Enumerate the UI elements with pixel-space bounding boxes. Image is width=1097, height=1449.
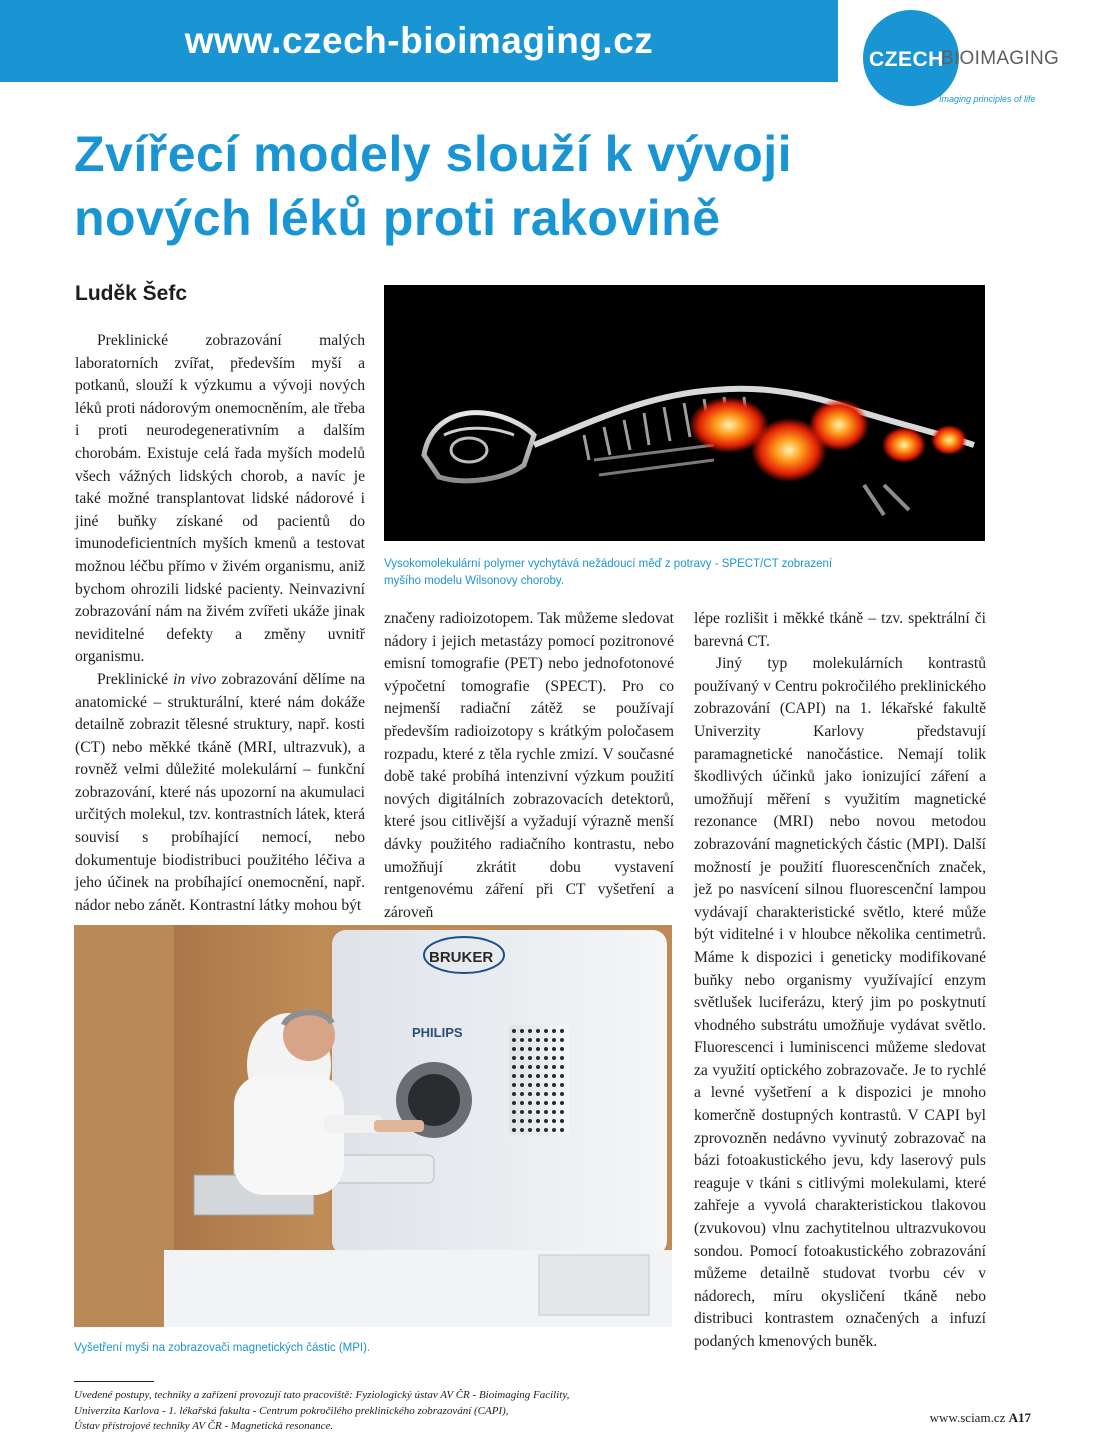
grille-dot: [512, 1029, 516, 1033]
grille-dot: [520, 1074, 524, 1078]
grille-dot: [528, 1047, 532, 1051]
grille-dot: [552, 1047, 556, 1051]
grille-dot: [536, 1083, 540, 1087]
grille-dot: [520, 1083, 524, 1087]
grille-dot: [512, 1074, 516, 1078]
in-vivo-emphasis: in vivo: [173, 670, 217, 688]
grille-dot: [560, 1119, 564, 1123]
grille-dot: [560, 1047, 564, 1051]
grille-dot: [536, 1074, 540, 1078]
grille-dot: [552, 1065, 556, 1069]
grille-dot: [536, 1110, 540, 1114]
grille-dot: [520, 1056, 524, 1060]
grille-dot: [520, 1092, 524, 1096]
paragraph: lépe rozlišit i měkké tkáně – tzv. spektrální či barevná CT.: [694, 610, 986, 650]
grille-dot: [552, 1038, 556, 1042]
grille-dot: [528, 1128, 532, 1132]
grille-dot: [560, 1065, 564, 1069]
grille-dot: [544, 1128, 548, 1132]
grille-dot: [536, 1065, 540, 1069]
grille-dot: [552, 1074, 556, 1078]
grille-dot: [560, 1056, 564, 1060]
grille-dot: [560, 1128, 564, 1132]
mouse-scan-illustration: [384, 285, 985, 541]
spect-figure-caption: Vysokomolekulární polymer vychytává nežádoucí měď z potravy - SPECT/CT zobrazení myšího modelu Wilsonovy choroby.: [384, 558, 833, 587]
grille-dot: [536, 1056, 540, 1060]
grille-dot: [544, 1092, 548, 1096]
spect-ct-image: [384, 285, 985, 541]
czech-bioimaging-logo: [855, 10, 1085, 110]
paragraph: Jiný typ molekulárních kontrastů používaný v Centru pokročilého preklinického zobrazování (CAPI) na 1. lékařské fakultě Univerzity Karlovy představují paramagnetické nanočástice. Nemají tolik škodlivých účinků jako ionizující záření a umožňují měření s využitím magnetické rezonance (MRI) nebo novou metodou zobrazování magnetických částic (MPI). Další možností je použití fluorescenčních značek, jež po nasvícení silnou fluorescenční lampou vydávají charakteristické světlo, které může být viditelné i v hloubce několika centimetrů. Máme k dispozici i geneticky modifikované buňky nebo organismy využívající enzym světlušek luciferázu, který jim po poskytnutí vhodného substrátu umožňuje vydávat světlo. Fluorescenci i luminiscenci můžeme sledovat za využití optického zobrazovače. Je to rychlé a levné vyšetření a k dispozici je mnoho komerčně dostupných kontrastů. V CAPI byl zprovozněn nedávno vyvinutý zobrazovač na bázi fotoakustického jevu, kdy laserový puls reaguje v tkáni s citlivými molekulami, které zahřeje a vyvolá charakteristickou tlakovou (zvukovou) vlnu zachytitelnou ultrazvukovou sondou. Pomocí fotoakustického zobrazování můžeme detailně studovat tvorbu cév v nádorech, míru okysličení tkáně nebo distribuci kontrastem označených a infuzí podaných kmenových buněk.: [694, 655, 986, 1350]
grille-dot: [544, 1074, 548, 1078]
grille-dot: [552, 1056, 556, 1060]
author-name: Luděk Šefc: [75, 282, 188, 305]
grille-dot: [520, 1065, 524, 1069]
grille-dot: [520, 1119, 524, 1123]
grille-dot: [544, 1119, 548, 1123]
article-title: [74, 122, 974, 250]
grille-dot: [544, 1101, 548, 1105]
grille-dot: [528, 1065, 532, 1069]
grille-dot: [528, 1038, 532, 1042]
grille-dot: [536, 1038, 540, 1042]
grille-dot: [512, 1083, 516, 1087]
mpi-scanner-illustration: [74, 925, 672, 1327]
grille-dot: [520, 1038, 524, 1042]
grille-dot: [560, 1110, 564, 1114]
grille-dot: [544, 1047, 548, 1051]
grille-dot: [536, 1092, 540, 1096]
grille-dot: [552, 1029, 556, 1033]
grille-dot: [552, 1083, 556, 1087]
grille-dot: [512, 1092, 516, 1096]
text-column-2: [384, 608, 674, 924]
grille-dot: [560, 1029, 564, 1033]
grille-dot: [512, 1065, 516, 1069]
logo-word-bioimaging: BIOIMAGING: [941, 48, 1060, 69]
text-column-1: [75, 330, 365, 917]
paragraph: Preklinické zobrazování malých laboratorních zvířat, především myší a potkanů, slouží k výzkumu a vývoji nových léků proti nádorovým onemocněním, ale třeba i proti neurodegenerativním a dalším chorobám. Existuje celá řada myších modelů všech vážných lidských chorob, a navíc je také možné transplantovat lidské nádorové i jiné buňky získané od pacientů do imunodeficientních myších kmenů a testovat možnou léčbu přímo v živém organismu, aniž bychom ohrozili lidské pacienty. Neinvazivní zobrazování nám na živém zvířeti ukáže jinak neviditelné defekty a změny uvnitř organismu.: [75, 332, 365, 666]
grille-dot: [528, 1029, 532, 1033]
grille-dot: [528, 1074, 532, 1078]
mpi-scanner-photo: [74, 925, 672, 1327]
grille-dot: [552, 1119, 556, 1123]
logo-tagline: Imaging principles of life: [939, 94, 1036, 104]
grille-dot: [528, 1110, 532, 1114]
grille-dot: [560, 1101, 564, 1105]
grille-dot: [512, 1128, 516, 1132]
grille-dot: [536, 1128, 540, 1132]
grille-dot: [512, 1047, 516, 1051]
grille-dot: [512, 1119, 516, 1123]
footnote: Uvedené postupy, techniky a zařízení provozují tato pracoviště: Fyziologický ústav AV ČR - Bioimaging Facility, Univerzita Karlova - 1. lékařská fakulta - Centrum pokročilého preklinického zobrazování (CAPI), Ústav přístrojové techniky AV ČR - Magnetická resonance.: [74, 1389, 570, 1432]
grille-dot: [536, 1119, 540, 1123]
grille-dot: [528, 1119, 532, 1123]
mpi-figure-caption: Vyšetření myši na zobrazovači magnetických částic (MPI).: [74, 1342, 371, 1354]
grille-dot: [560, 1038, 564, 1042]
grille-dot: [528, 1092, 532, 1096]
grille-dot: [536, 1029, 540, 1033]
grille-dot: [552, 1092, 556, 1096]
grille-dot: [536, 1101, 540, 1105]
grille-dot: [560, 1074, 564, 1078]
grille-dot: [544, 1065, 548, 1069]
footnote-divider: [74, 1381, 154, 1382]
scanner-brand-label: BRUKER: [429, 949, 494, 966]
grille-dot: [520, 1047, 524, 1051]
grille-dot: [512, 1056, 516, 1060]
logo-word-czech: CZECH: [869, 48, 944, 71]
grille-dot: [544, 1110, 548, 1114]
grille-dot: [528, 1056, 532, 1060]
grille-dot: [520, 1110, 524, 1114]
grille-dot: [512, 1110, 516, 1114]
grille-dot: [536, 1047, 540, 1051]
grille-dot: [560, 1083, 564, 1087]
grille-dot: [552, 1128, 556, 1132]
grille-dot: [512, 1101, 516, 1105]
page-number: A17: [1008, 1410, 1031, 1425]
grille-dot: [528, 1101, 532, 1105]
grille-dot: [520, 1101, 524, 1105]
grille-dot: [520, 1029, 524, 1033]
scanner-maker-label: PHILIPS: [412, 1025, 463, 1040]
grille-dot: [528, 1083, 532, 1087]
grille-dot: [544, 1056, 548, 1060]
text-column-3: [694, 608, 986, 1354]
site-url-banner[interactable]: www.czech-bioimaging.cz: [0, 0, 838, 82]
grille-dot: [520, 1128, 524, 1132]
grille-dot: [552, 1110, 556, 1114]
grille-dot: [544, 1029, 548, 1033]
page-footer: [930, 1410, 1031, 1426]
title-line-2: nových léků proti rakovině: [74, 190, 721, 246]
grille-dot: [544, 1083, 548, 1087]
grille-dot: [560, 1092, 564, 1096]
title-line-1: Zvířecí modely slouží k vývoji: [74, 126, 793, 182]
paragraph: značeny radioizotopem. Tak můžeme sledovat nádory i jejich metastázy pomocí pozitronové emisní tomografie (PET) nebo jednofotonové výpočetní tomografie (SPECT). Pro co nejmenší radiační zátěž se používají především radioizotopy s krátkým poločasem rozpadu, které z těla rychle zmizí. V současné době také probíhá intenzivní výzkum použití nových digitálních zobrazovacích detektorů, které jsou citlivější a vyžadují výrazně menší dávky použitého radiačního kontrastu, nebo umožňují zkrátit dobu vystavení rentgenovému záření při CT vyšetření a zároveň: [384, 610, 674, 921]
footer-site-url[interactable]: www.sciam.cz: [929, 1410, 1006, 1425]
paragraph: Preklinické in vivo zobrazování dělíme na anatomické – strukturální, které nám dokáže detailně zobrazit tělesné struktury, např. kosti (CT) nebo měkké tkáně (MRI, ultrazvuk), a rovněž velmi důležité molekulární – funkční zobrazování, které nás upozorní na akumulaci určitých molekul, tzv. kontrastních látek, která souvisí s probíhající nemocí, nebo dokumentuje biodistribuci použitého léčiva a jeho účinek na probíhající onemocnění, např. nádor nebo zánět. Kontrastní látky mohou být: [75, 670, 366, 914]
grille-dot: [544, 1038, 548, 1042]
grille-dot: [552, 1101, 556, 1105]
grille-dot: [512, 1038, 516, 1042]
